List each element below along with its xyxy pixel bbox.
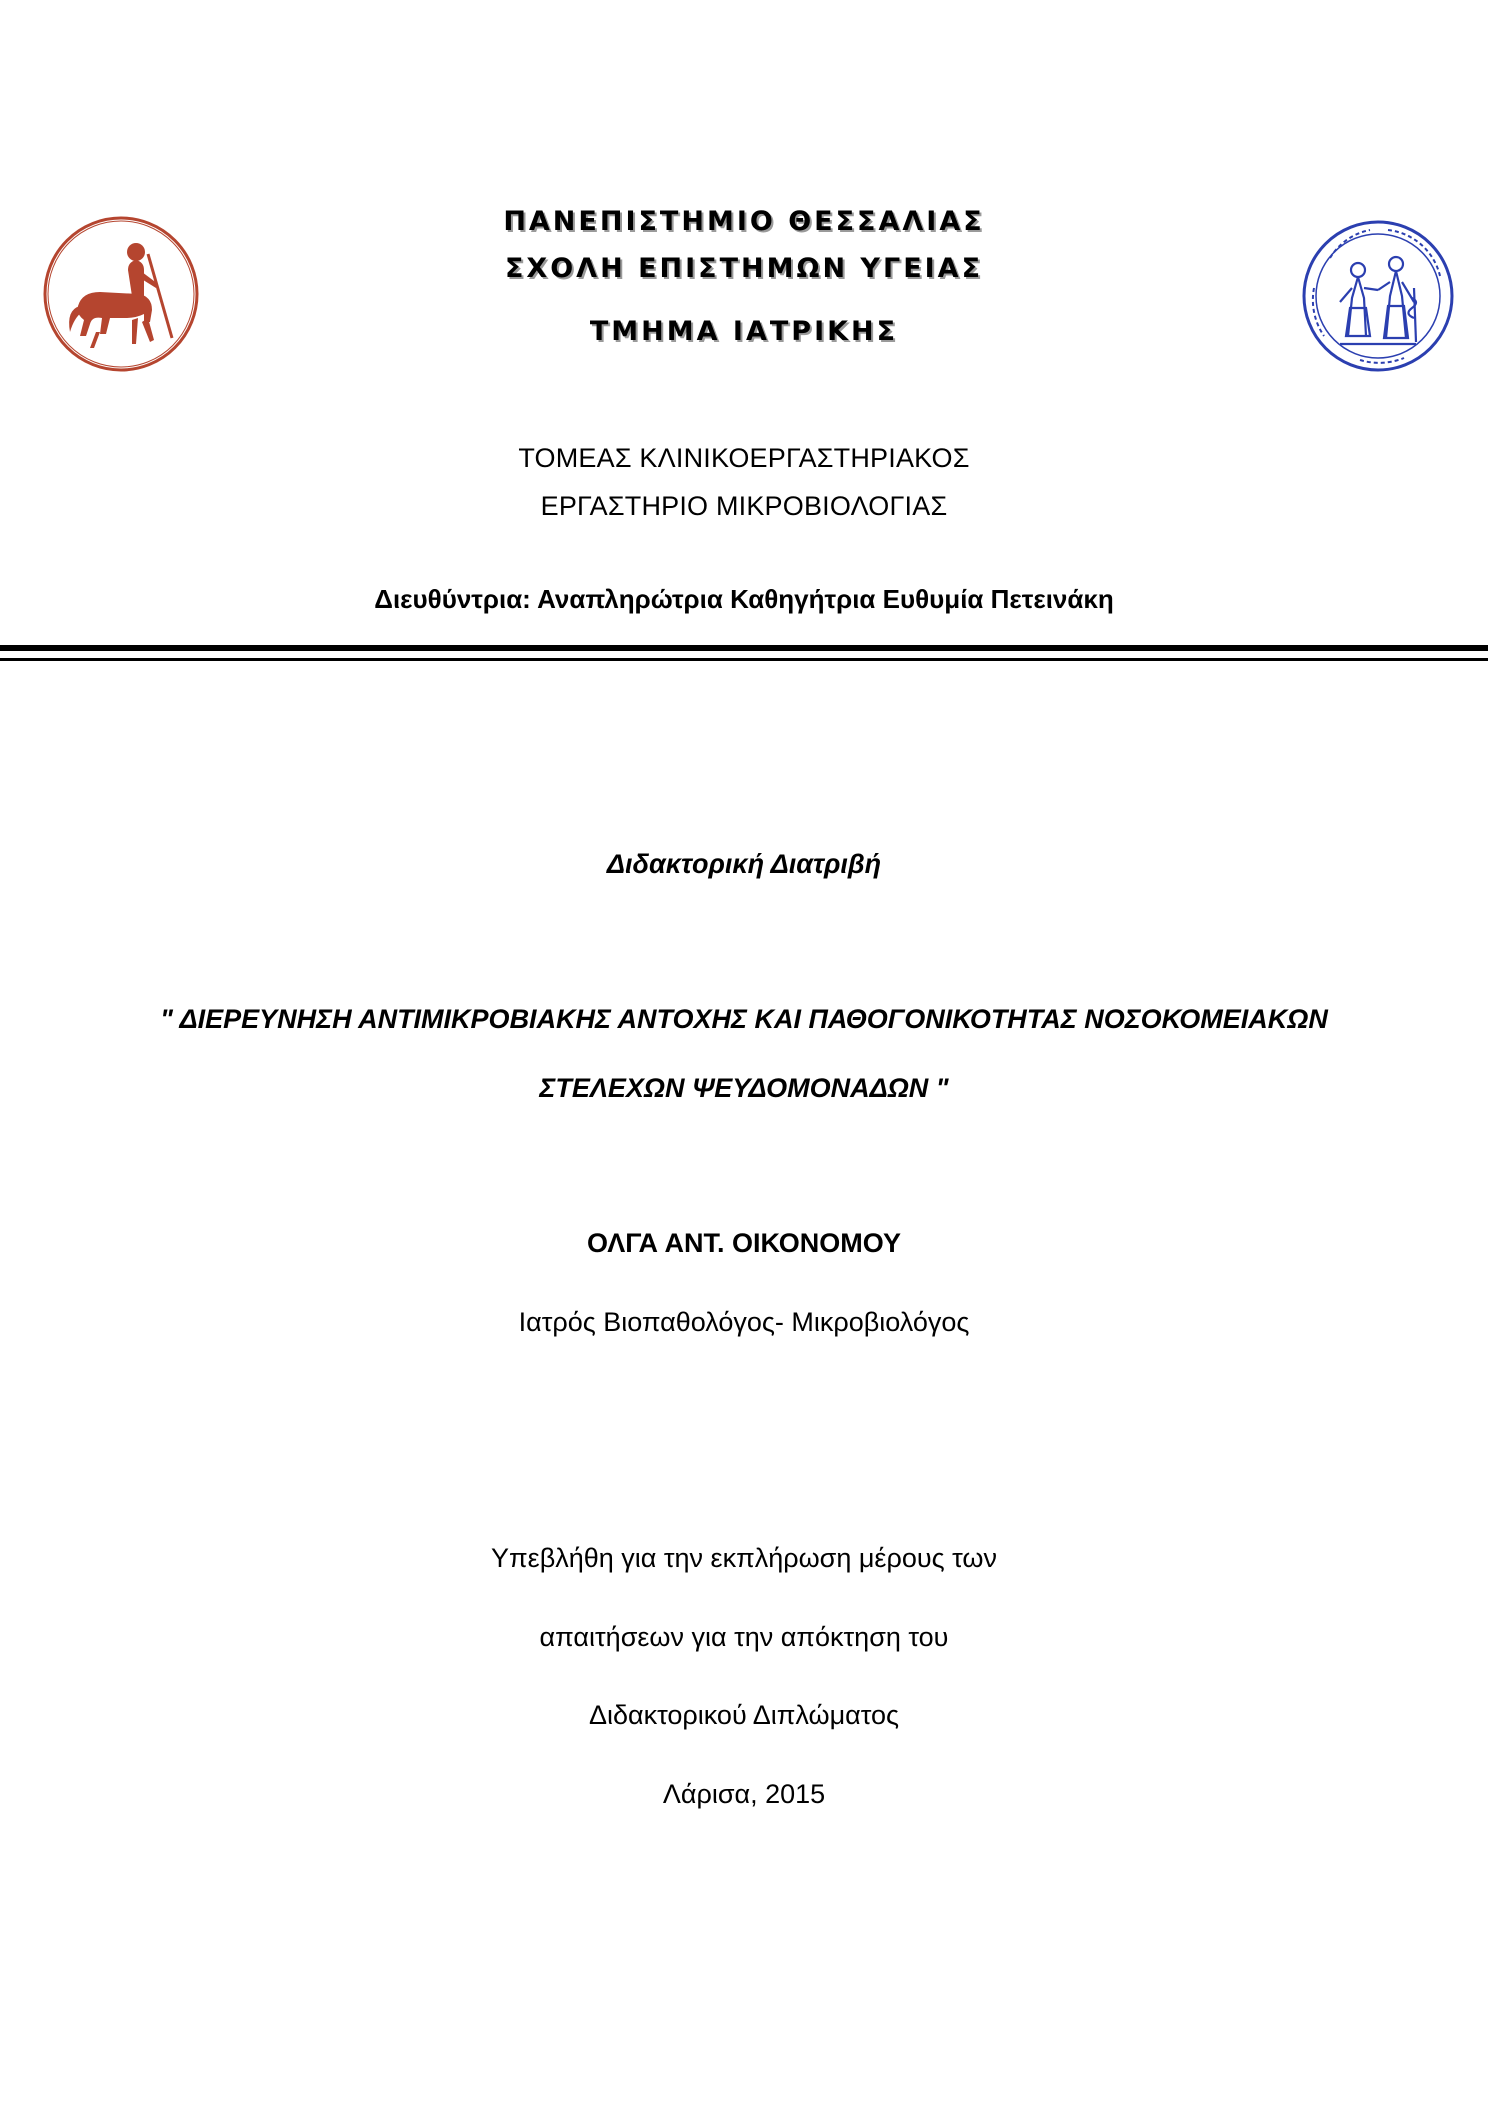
author-title: Ιατρός Βιοπαθολόγος- Μικροβιολόγος: [518, 1307, 970, 1337]
thesis-title-line-2: ΣΤΕΛΕΧΩΝ ΨΕΥΔΟΜΟΝΑΔΩΝ ": [539, 1073, 949, 1103]
school-name: ΣΧΟΛΗ ΕΠΙΣΤΗΜΩΝ ΥΓΕΙΑΣ: [504, 253, 984, 284]
submission-line-3: Διδακτορικού Διπλώματος: [588, 1700, 900, 1730]
submission-line-1: Υπεβλήθη για την εκπλήρωση μέρους των: [491, 1543, 997, 1573]
director-line: Διευθύντρια: Αναπληρώτρια Καθηγήτρια Ευθυμία Πετεινάκη: [374, 584, 1114, 614]
author-name: ΟΛΓΑ ΑΝΤ. ΟΙΚΟΝΟΜΟΥ: [586, 1228, 902, 1258]
header-divider: [0, 645, 1488, 651]
document-type: Διδακτορική Διατριβή: [606, 849, 882, 879]
section-name: ΤΟΜΕΑΣ ΚΛΙΝΙΚΟΕΡΓΑΣΤΗΡΙΑΚΟΣ: [518, 443, 970, 473]
university-logo: [40, 214, 202, 374]
centaur-logo-icon: [40, 214, 202, 374]
hygeia-asclepius-seal-icon: [1300, 218, 1456, 374]
medical-school-seal: [1300, 218, 1456, 374]
header-divider-thin: [0, 658, 1488, 661]
department-name: ΤΜΗΜΑ ΙΑΤΡΙΚΗΣ: [589, 316, 899, 347]
laboratory-name: ΕΡΓΑΣΤΗΡΙΟ ΜΙΚΡΟΒΙΟΛΟΓΙΑΣ: [540, 491, 948, 521]
thesis-title-line-1: " ΔΙΕΡΕΥΝΗΣΗ ΑΝΤΙΜΙΚΡΟΒΙΑΚΗΣ ΑΝΤΟΧΗΣ ΚΑΙ ΠΑΘΟΓΟΝΙΚΟΤΗΤΑΣ ΝΟΣΟΚΟΜΕΙΑΚΩΝ: [160, 1004, 1328, 1034]
place-date: Λάρισα, 2015: [662, 1779, 826, 1809]
university-name: ΠΑΝΕΠΙΣΤΗΜΙΟ ΘΕΣΣΑΛΙΑΣ: [503, 206, 985, 237]
submission-line-2: απαιτήσεων για την απόκτηση του: [539, 1622, 949, 1652]
